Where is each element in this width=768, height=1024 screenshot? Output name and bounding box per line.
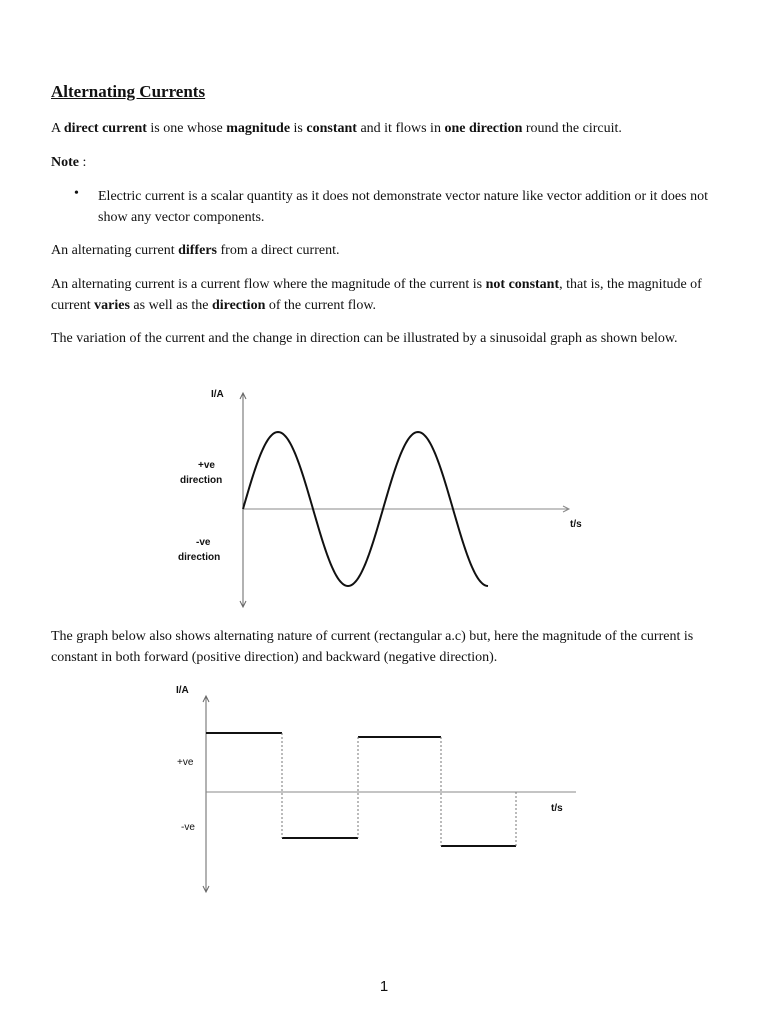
paragraph-rectangular: The graph below also shows alternating nature of current (rectangular a.c) but, here the magnitude of the current is constant in both forward (positive direction) and backward (negative direction). xyxy=(51,629,694,665)
sine-pos-label-2: direction xyxy=(180,475,223,486)
paragraph-direct-current: A direct current is one whose magnitude is constant and it flows in one direction round the circuit. xyxy=(51,121,622,136)
paragraph-differs: An alternating current differs from a direct current. xyxy=(51,243,340,258)
rect-neg-label: -ve xyxy=(181,822,195,833)
sine-neg-label-1: -ve xyxy=(196,537,211,548)
sine-pos-label-1: +ve xyxy=(198,460,215,471)
sinusoidal-graph xyxy=(0,375,768,620)
sine-xlabel: t/s xyxy=(570,519,582,530)
rect-pos-label: +ve xyxy=(177,757,194,768)
bullet-marker: • xyxy=(74,186,79,201)
sine-ylabel: I/A xyxy=(211,389,224,400)
page-number: 1 xyxy=(379,978,389,995)
paragraph-variation: The variation of the current and the change in direction can be illustrated by a sinusoidal graph as shown below. xyxy=(51,331,678,346)
paragraph-alternating-definition: An alternating current is a current flow where the magnitude of the current is not constant, that is, the magnitude of current varies as well as the direction of the current flow. xyxy=(51,277,702,313)
sine-neg-label-2: direction xyxy=(178,552,221,563)
rect-xlabel: t/s xyxy=(551,803,563,814)
rect-ylabel: I/A xyxy=(176,685,189,696)
rectangular-graph xyxy=(0,676,768,901)
bullet-item: Electric current is a scalar quantity as it does not demonstrate vector nature like vector addition or it does not show any vector components. xyxy=(98,189,708,225)
note-label: Note : xyxy=(51,155,87,170)
rectangular-wave xyxy=(206,733,516,846)
page-title: Alternating Currents xyxy=(51,82,206,101)
